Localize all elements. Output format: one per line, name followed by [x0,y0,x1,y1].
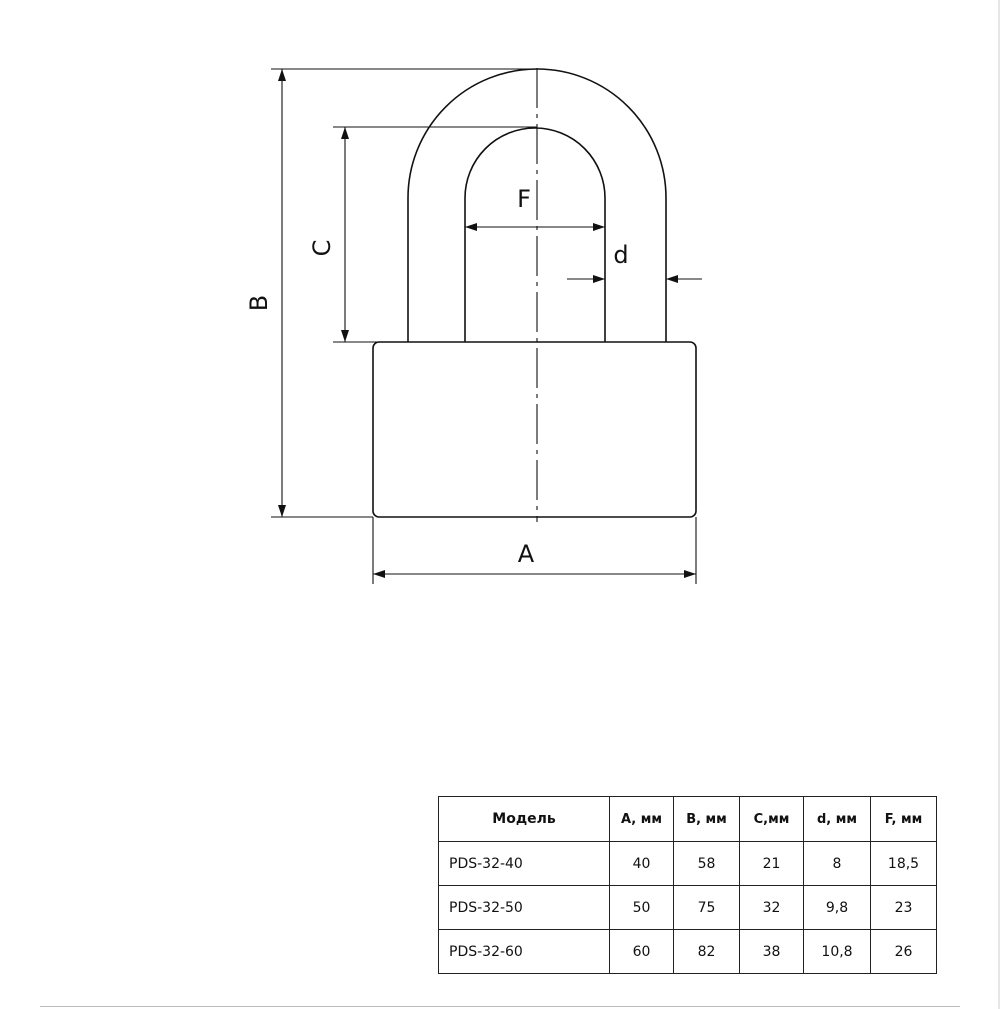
dimensions-table [438,796,937,974]
header-d: d, мм [804,797,871,842]
cell-d: 9,8 [804,886,871,930]
cell-f: 18,5 [871,842,937,886]
cell-f: 26 [871,930,937,974]
cell-d: 8 [804,842,871,886]
label-a: A [517,540,535,568]
label-b: B [245,294,273,312]
cell-a: 60 [610,930,674,974]
table-header-row [439,797,937,842]
header-a: A, мм [610,797,674,842]
header-c: C,мм [740,797,804,842]
shackle-inner [465,128,605,342]
cell-b: 75 [674,886,740,930]
cell-c: 38 [740,930,804,974]
header-f: F, мм [871,797,937,842]
table-row [439,842,937,886]
cell-c: 32 [740,886,804,930]
cell-d: 10,8 [804,930,871,974]
footer-divider [40,1006,960,1007]
label-f: F [517,185,531,213]
cell-c: 21 [740,842,804,886]
lock-body [373,342,696,517]
header-b: B, мм [674,797,740,842]
cell-model: PDS-32-60 [439,930,610,974]
cell-b: 82 [674,930,740,974]
cell-f: 23 [871,886,937,930]
table-row [439,930,937,974]
cell-model: PDS-32-50 [439,886,610,930]
table-row [439,886,937,930]
cell-a: 50 [610,886,674,930]
cell-model: PDS-32-40 [439,842,610,886]
label-d: d [613,241,629,269]
label-c: C [308,239,336,257]
cell-b: 58 [674,842,740,886]
header-model: Модель [439,797,610,842]
cell-a: 40 [610,842,674,886]
